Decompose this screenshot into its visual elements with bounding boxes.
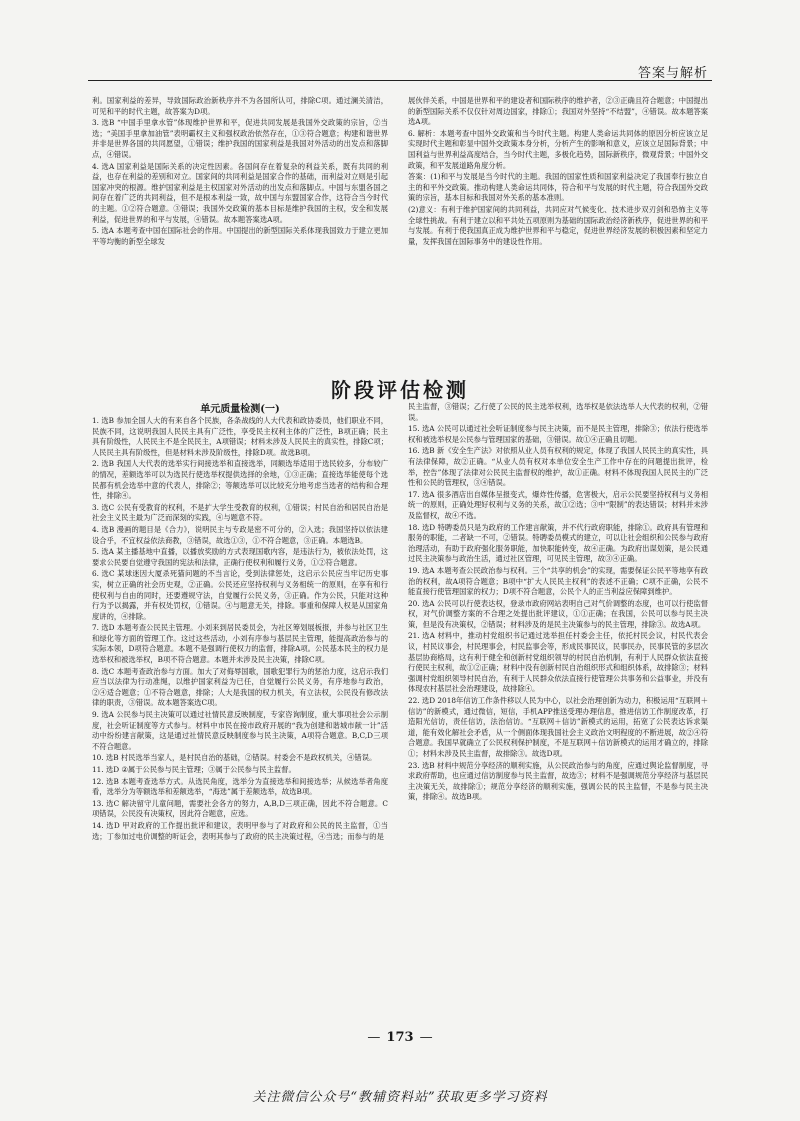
answer-item: 1. 选B 参加全国人大的有来自各个民族，各条战线的人大代表和政协委员，他们职业不同，民族不同，这说明我国人民民主具有广泛性，享受民主权利主体的广泛性，B项正确；民主具有阶级性，人民民主不是全民民主，A项错误；材料未涉及人民民主的真实性，排除C项；人民民主具有阶级性，但是材料未涉及阶级性，排除D项。故选B项。 [92,416,388,457]
answer-item: 21. 选A 材料中，推动村党组织书记通过选举担任村委会主任，依托村民会议，村民代表会议，村民议事会，村民理事会，村民监事会等，形成民事民议，民事民办，民事民管的多层次基层协商格局，这有利于健全和创新村党组织领导的村民自治机制，有利于人民群众依法直接行使民主权利，故①②正确；材料中没有创新村民自治组织形式和组织体系，故排除③；材料强调村党组织领导村民自治，有利于人民群众依法直接行使管理公共事务和公益事业，并没有体现农村基层社会治理建设，故排除④。 [408,631,708,694]
answer-item: 13. 选C 解决留守儿童问题，需要社会各方的努力，A,B,D三项正确，因此不符合题意。C项错误，公民没有决策权，因此符合题意，应选。 [92,798,388,819]
answer-item: 3. 选C 公民有受教育的权利，不是扩大学生受教育的权利，①错误；村民自治和居民自治是社会主义民主最为广泛而深刻的实践，④与题意不符。 [92,502,388,523]
answer-paragraph: (2)意义：有利于维护国家间的共同利益，共同应对气候变化、技术进步双刃剑和恐怖主义等全球性挑战。有利于建立以和平共处五项原则为基础的国际政治经济新秩序，促进世界的和平与发展。有利于使我国真正成为维护世界和平与稳定，促进世界经济发展的积极因素和坚定力量，发挥我国在国际事务中的建设性作用。 [408,204,708,246]
unit-title: 单元质量检测(一) [200,404,280,415]
answer-item: 2. 选B 我国人大代表的选举实行间接选举和直接选举，同额选举适用于选民较多，分布较广的情况，差额选举可以为选民行使选举权提供选择的余地，①③正确；直接选举能使每个选民都有机会选举中意的代表人，排除②；等额选举可以比较充分地考虑当选者的结构和合理性，排除④。 [92,459,388,501]
answer-item: 14. 选D 甲对政府的工作提出批评和建议，表明甲参与了对政府和公民的民主监督，①当选；丁参加过电价调整的听证会，表明其参与了政府的民主决策过程，④当选；而参与的是 [92,820,388,841]
paragraph: 6. 解析：本题考查中国外交政策和当今时代主题。构建人类命运共同体的原因分析应该立足实现时代主题和彰显中国外交政策本身分析，分析产生的影响和意义，应该立足国际背景；中国利益与世界利益高度结合，当今时代主题，多极化趋势，国际新秩序，微观背景；中国外交政策，和平发展道路角度分析。 [408,128,708,170]
paragraph: 展伙伴关系，中国是世界和平的建设者和国际秩序的维护者，②③正确且符合题意；中国提出的新型国际关系不仅仅针对周边国家，排除①；我国对外坚持“不结盟”，④错误。故本题答案选A项。 [408,96,708,127]
footer-note: 关注微信公众号“教辅资料站”获取更多学习资料 [252,1090,548,1105]
paragraph: 5. 选A 本题考查中国在国际社会的作用。中国提出的新型国际关系体现我国致力于建立更加平等均衡的新型全球发 [92,226,388,246]
answer-item: 18. 选D 特聘委员只是为政府的工作建言献策，并不代行政府职能，排除①。政府具有管理和服务的职能，二者缺一不可，②错误。特聘委员模式的建立，可以让社会组织和公民参与政府治理活动，有助于政府强化服务职能，加快职能转变，故④正确。为政府出谋划策，是公民通过民主决策参与政治生活，通过社区管理，可见民主管理，故③④正确。 [408,522,708,564]
answer-item: 20. 选A 公民可以行使表达权，登录市政府网站表明自己对气价调整的态度，也可以行使监督权，对气价调整方案的不合理之处提出批评建议，①①正确；在我国，公民可以参与民主决策，但是没有决策权，②错误；材料涉及的是民主决策参与的民主管理，排除③。故选A项。 [408,598,708,629]
answer-item: 5. 选A 某主播基地中直播，以播放奖励的方式表现国歌内容，是违法行为，被依法处罚，这要求公民要自觉遵守我国的宪法和法律，正确行使权利和履行义务，①②符合题意。 [92,547,388,567]
answer-item: 4. 选B 漫画的题目是《合力》，说明民主与专政是密不可分的，②入选；我国坚持以依法建设合乎，不宜权益依法商教，③错误，故选①③，①不符合题意，③正确。本题选B。 [92,524,388,545]
bottom-left-column [92,416,388,1016]
section-title: 阶段评估检测 [331,378,469,402]
answer-item: 7. 选D 本题考查公民民主管理。小刘来到居民委员会，为社区筹划展板报，并参与社区卫生和绿化等方面的管理工作。这过这些活动，小刘有序参与基层民主管理，能提高政治参与的实际本领，D项符合题意。本题不是强调行使权力的监督，排除A项。公民基本民主的权力是选举权和被选举权，B项不符合题意。本题并未涉及民主决策，排除C项。 [92,623,388,665]
paragraph: 利。国家利益的差异，导致国际政治新秩序并不为各国所认可，排除C项。通过澜关清洁，可见和平的时代主题，故答案为D项。 [92,96,388,116]
paragraph: 4. 选A 国家利益是国际关系的决定性因素。各国间存在着复杂的利益关系，既有共同的利益，也存在利益的差别和对立。国家间的共同利益是国家合作的基础，而利益对立则是引起国家冲突的根源。维护国家利益是主权国家对外活动的出发点和落脚点。中国与东盟各国之间存在着广泛的共同利益，但不是根本利益一致，故中国与东盟国家合作，这符合当今时代的主题。①②符合题意。③错误；我国外交政策的基本目标是维护我国的主权，安全和发展利益，促进世界的和平与发展，④错误。故本题答案选A项。 [92,161,388,224]
top-left-column [92,96,388,366]
bottom-right-column [408,402,708,1017]
answer-item: 17. 选A 很多酒店出自媒体呈报变式，爆炸性传播，危害极大，启示公民要坚持权利与义务相统一的原则，正确处理好权利与义务的关系，故①②选；③中“限制”的表达错误；材料并未涉及监督权，故④不选。 [408,489,708,520]
answer-item: 8. 选C 本题考查政治参与方面。加大了对侮辱国歌，国歌犯罪行为的惩治力度，这启示我们应当以法律为行动准绳，以维护国家利益为已任，自觉履行公民义务，有序地参与政治，②④适合题意；①不符合题意，排除；人大是我国的权力机关，有立法权，公民没有修改法律的职责，③错误。故本题答案选C项。 [92,666,388,708]
top-right-column [408,96,708,366]
answer-item: 15. 选A 公民可以通过社会听证制度参与民主决策，而不是民主管理，排除③；依法行使选举权和被选举权是公民参与管理国家的基础，③错误。故①④正确且切题。 [408,424,708,444]
answer-item: 16. 选B 新《安全生产法》对依照从业人员有权利的规定，体现了我国人民民主的真实性，具有法律保障，故②正确。“从业人员有权对本单位安全生产工作中存在的问题提出批评，检举，控告”体现了法律对公民民主监督权的维护，故①正确。材料不体现我国人民民主的广泛性和公民的管理权，③④错误。 [408,446,708,488]
page-header [88,62,712,81]
answer-item: 19. 选A 本题考查公民政治参与权利。三个“共享的机会”的实现，需要保证公民平等地享有政治的权利，故A项符合题意；B项中“扩大人民民主权利”的表述不正确；C项不正确，公民不能直接行使管理国家的权力；D项不符合题意，公民个人的正当利益应保障到维护。 [408,565,708,597]
answer-item: 23. 选B 材料中规范分享经济的顺利实施，从公民政治参与的角度，应通过舆论监督制度，寻求政府帮助，也应通过信访制度参与民主监督，故选③；材料不是强调规范分享经济与基层民主决策无关，故排除①；规范分享经济的顺利实施，强调公民的民主监督，不是参与民主决策，排除④。故选B项。 [408,760,708,802]
answer-item: 民主监督，③错误；乙行使了公民的民主选举权利，选举权是依法选举人大代表的权利，②错误。 [408,402,708,422]
answer-item: 22. 选D 2018年信访工作条件移以人民为中心，以社会治理创新为动力，积极运用“互联网＋信访”的新模式，通过微信，短信，手机APP推送受理办理信息，推进信访工作制度改革，打造阳光信访，责任信访，法治信访。“互联网＋信访”新模式的运用，拓宽了公民表达诉求渠道，能有效化解社会矛盾，从一个侧面体现我国社会主义政治文明程度的不断进展，故②④符合题意。我国早就确立了公民权利保护制度，不是互联网＋信访新模式的运用才确立的，排除①；材料未涉及民主监督，故排除③。故选D项。 [408,696,708,758]
page-number: — 173 — [0,1030,800,1045]
paragraph: 3. 选B “中国手里拿水管”体现维护世界和平，促进共同发展是我国外交政策的宗旨，②当选；“美国手里拿加油管”表明霸权主义和强权政治依然存在，①③符合题意；构建和谐世界并非是世界各国的共同愿望，①错误；维护我国的国家利益是我国对外活动的出发点和落脚点，④错误。 [92,118,388,159]
answer-item: 10. 选B 村民选举当家人，是村民自治的基础，②错误。村委会不是政权机关，④错误。 [92,753,377,763]
answer-item: 12. 选B 本题考查选举方式。从选民角度，选举分为直接选举和间接选举；从候选举者角度看，选举分为等额选举和差额选举，“海选”属于差额选举，故选B项。 [92,776,388,797]
answer-item: 11. 选D ②属于公民参与民主管理；③属于公民参与民主监督。 [92,765,296,774]
header-title: 答案与解析 [637,66,708,81]
answer-paragraph: 答案：(1)和平与发展是当今时代的主题。我国的国家性质和国家利益决定了我国奉行独立自主的和平外交政策。推动构建人类命运共同体，符合和平与发展的时代主题，符合我国外交政策的宗旨，基本目标和我国对外关系的基本准则。 [408,172,708,203]
answer-item: 9. 选A 公民参与民主决策可以通过社情民意反映制度，专家咨询制度，重大事项社会公示制度，社会听证制度等方式参与。材料中市民在接市政府开展的“我为创建和谐城市献一计”活动中纷纷建言献策，这是通过社情民意反映制度参与民主决策，A项符合题意。B,C,D三项不符合题意。 [92,710,388,751]
answer-item: 6. 选C 某球迷因大厦杀死猫问题的不当言论，受到法律惩处，这启示公民应当牢记历史事实，树立正确的社会历史观，②正确。公民还应坚持权利与义务相统一的原则，在享有和行使权利与自由的同时，还要遵规守法，自觉履行公民义务，③正确。作为公民，只能对这种行为予以揭露，并有权处罚权，①错误。④与题意无关，排除。事重和保障人权是从国家角度讲的，④排除。 [92,569,388,621]
